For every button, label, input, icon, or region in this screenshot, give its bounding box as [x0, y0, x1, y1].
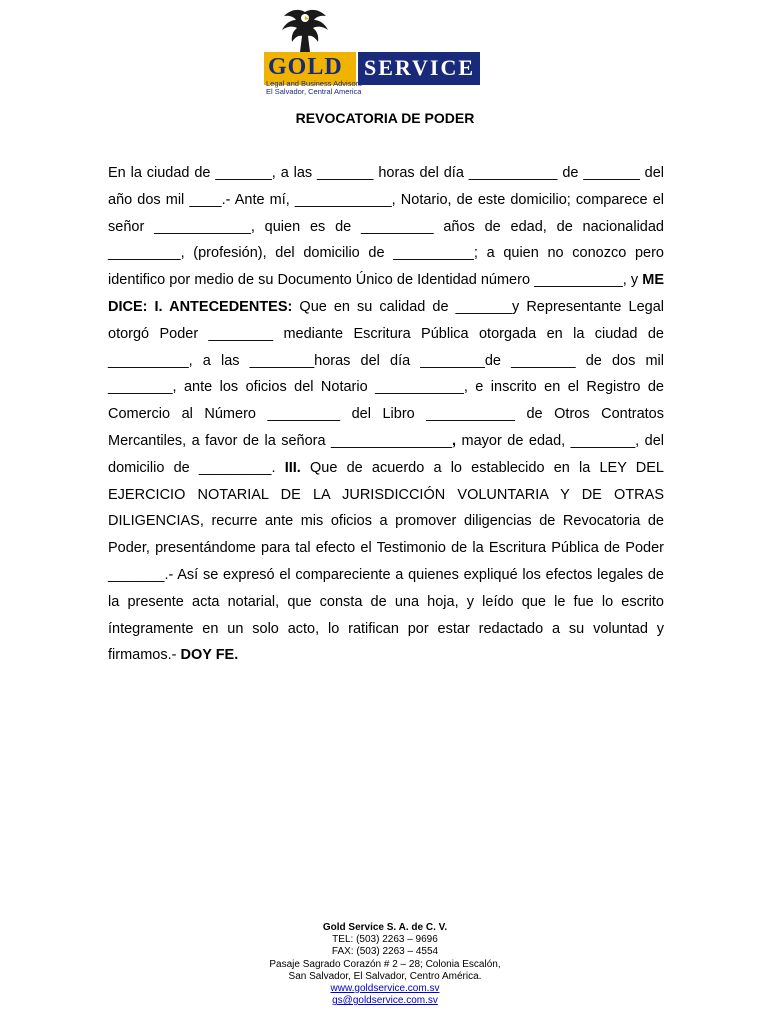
footer-email-link[interactable]: gs@goldservice.com.sv — [332, 995, 438, 1007]
footer-website-link[interactable]: www.goldservice.com.sv — [330, 983, 440, 995]
footer-tel: TEL: (503) 2263 – 9696 — [332, 934, 438, 946]
body-text-3: mayor de edad, ________, del domicilio de _________. — [108, 432, 664, 476]
logo-tagline: Legal and Business Advisors — [266, 79, 362, 88]
body-paragraph — [108, 160, 664, 669]
body-text-1: En la ciudad de _______, a las _______ horas del día ___________ de _______ del año dos mil ____.- Ante mí, ____________, Notario, de este domicilio; comparece el señor ____________, quien es de _________ años de edad, de nacionalidad _________, (profesión), del domicilio de __________; a quien no conozco pero identifico por medio de su Documento Único de Identidad número ___________, y — [108, 165, 664, 289]
doy-fe: DOY FE. — [180, 647, 239, 664]
footer-address-1: Pasaje Sagrado Corazón # 2 – 28; Colonia Escalón, — [269, 958, 501, 970]
logo-gold-text: GOLD — [268, 54, 343, 80]
logo-subtitle — [266, 80, 362, 96]
logo-service-block — [356, 52, 480, 85]
body-text-4: Que de acuerdo a lo establecido en la LEY DEL EJERCICIO NOTARIAL DE LA JURISDICCIÓN VOLUNTARIA Y DE OTRAS DILIGENCIAS, recurre ante mis oficios a promover diligencias de Revocatoria de Poder, presentándome para tal efecto el Testimonio de la Escritura Pública de Poder _______.- Así se expresó el compareciente a quienes expliqué los efectos legales de la presente acta notarial, que consta de una hoja, y leído que le fue lo escrito íntegramente en un solo acto, lo ratifican por estar redactado a su voluntad y firmamos.- — [108, 459, 664, 664]
bold-comma: , — [452, 432, 457, 449]
document-body — [108, 160, 664, 669]
section-iii-label: III. — [284, 459, 301, 476]
company-logo — [264, 6, 482, 98]
logo-service-text: SERVICE — [364, 55, 476, 80]
me-dice-antecedentes: ME DICE: I. ANTECEDENTES: — [108, 272, 664, 315]
footer-company: Gold Service S. A. de C. V. — [322, 922, 448, 933]
footer-fax: FAX: (503) 2263 – 4554 — [331, 946, 439, 958]
body-text-2: Que en su calidad de _______y Representante Legal otorgó Poder ________ mediante Escritura Pública otorgada en la ciudad de __________, a las ________horas del día ________de ________ de dos mil ________, ante los oficios del Notario ___________, e inscrito en el Registro de Comercio al Número _________ del Libro ___________ de Otros Contratos Mercantiles, a favor de la señora _______________ — [108, 298, 664, 449]
logo-location: El Salvador, Central America — [266, 87, 362, 96]
page-footer — [0, 922, 770, 1007]
document-title: REVOCATORIA DE PODER — [295, 110, 475, 126]
footer-address-2: San Salvador, El Salvador, Centro América. — [288, 970, 482, 982]
